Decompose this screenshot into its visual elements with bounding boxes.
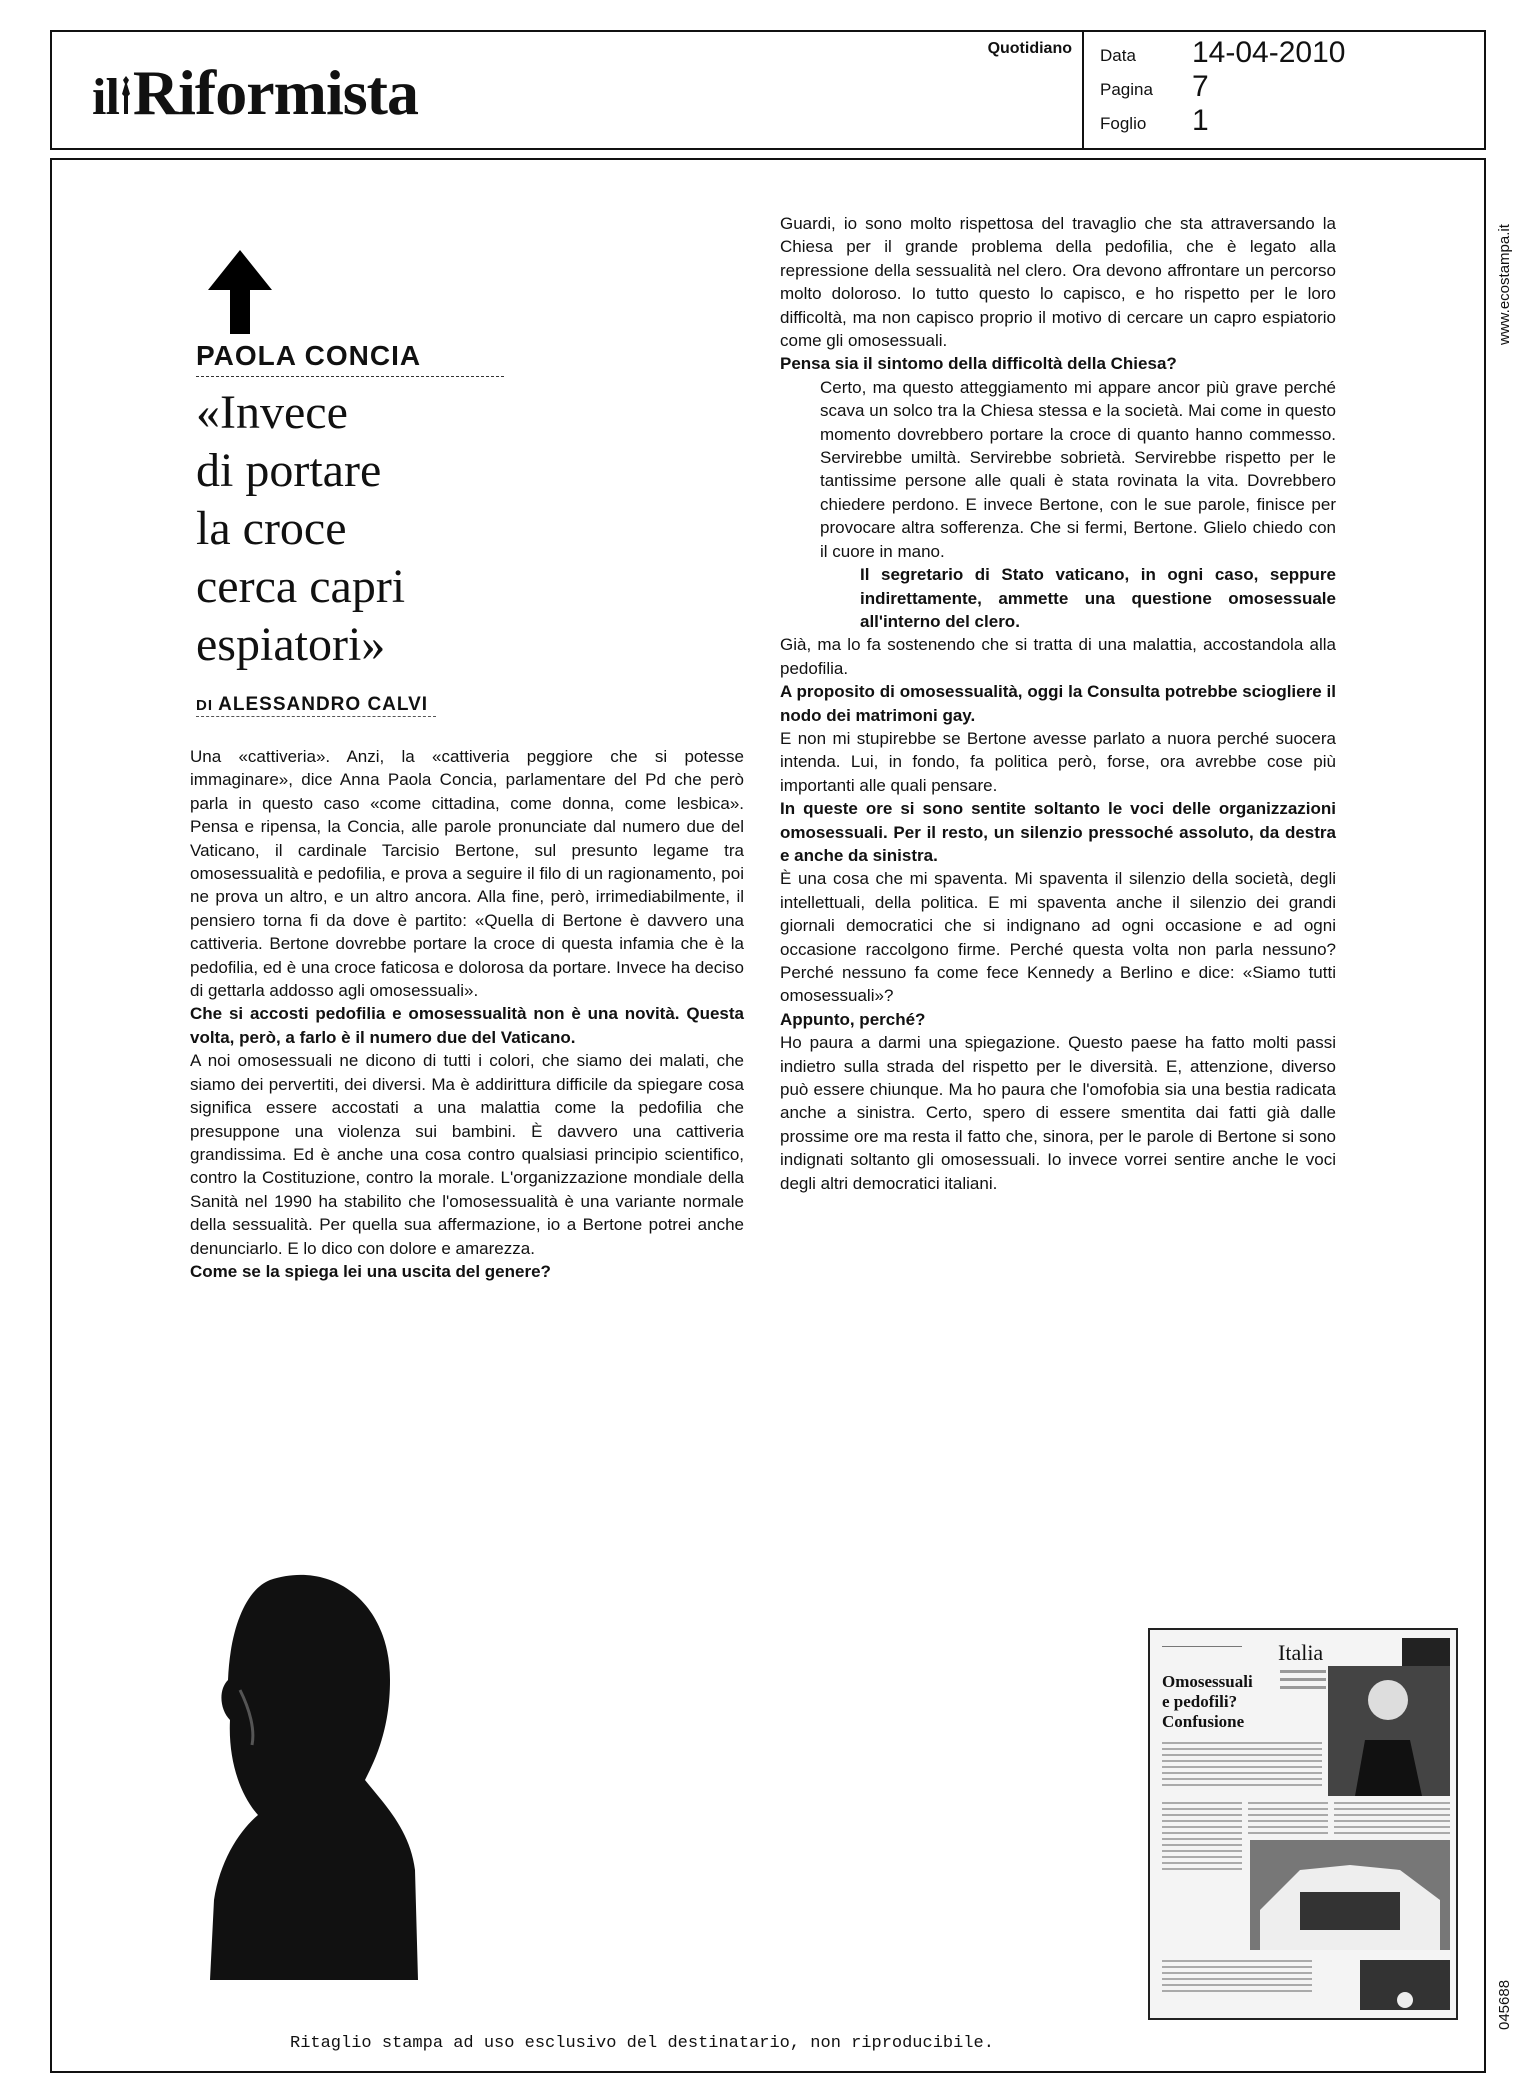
headline-line: di portare (196, 444, 382, 497)
interview-question: A proposito di omosessualità, oggi la Consulta potrebbe sciogliere il nodo dei matrimoni gay. (780, 682, 1336, 725)
article-headline (196, 384, 576, 674)
portrait-photo (200, 1570, 420, 1985)
logo-name: Riformista (132, 57, 418, 128)
thumbnail-title-line: Confusione (1162, 1712, 1245, 1731)
article-byline (196, 694, 428, 716)
up-arrow-icon (208, 250, 272, 339)
interview-question: Come se la spiega lei una uscita del genere? (190, 1261, 551, 1281)
date-value: 14-04-2010 (1192, 36, 1346, 69)
page-value: 7 (1192, 70, 1209, 103)
clipping-meta (1082, 30, 1486, 150)
paragraph: È una cosa che mi spaventa. Mi spaventa il silenzio della società, degli intellettuali, della politica. E mi spaventa anche il silenzio dei grandi giornali democratici che si indignano ad ogni occasione e ad ogni occasione raccolgono firme. Perché questa volta non parla nessuno? Perché nessuno fa come fece Kennedy a Berlino e dice: «Siamo tutti omosessuali»? (780, 869, 1336, 1006)
headline-line: cerca capri (196, 560, 406, 613)
byline-prefix: DI (196, 697, 213, 714)
kicker-divider (196, 376, 504, 377)
thumbnail-title-line: Omosessuali (1162, 1672, 1253, 1691)
clipping-footer: Ritaglio stampa ad uso esclusivo del destinatario, non riproducibile. (290, 2034, 994, 2053)
headline-line: «Invece (196, 386, 348, 439)
thumbnail-title-line: e pedofili? (1162, 1692, 1238, 1711)
newspaper-logo (92, 56, 418, 130)
interview-question: Il segretario di Stato vaticano, in ogni caso, seppure indirettamente, ammette una questione omosessuale all'interno del clero. (860, 565, 1336, 631)
thumbnail-layout-icon (1150, 1630, 1456, 2018)
interview-question: Pensa sia il sintomo della difficoltà della Chiesa? (780, 354, 1177, 374)
date-label: Data (1100, 46, 1136, 65)
logo-il: il (92, 69, 119, 126)
paragraph: A noi omosessuali ne dicono di tutti i colori, che siamo dei malati, che siamo dei pervertiti, dei diversi. Ma è addirittura difficile da spiegare cosa significa essere accostati a una malattia come la pedofilia che presuppone una violenza sui bambini. È davvero una cattiveria grandissima. Ed è anche una cosa contro qualsiasi principio scientifico, contro la Costituzione, contro la morale. L'organizzazione mondiale della Sanità nel 1990 ha stabilito che l'omosessualità è una variante normale della sessualità. Per quella sua affermazione, io a Bertone potrei anche denunciarlo. E lo dico con dolore e amarezza. (190, 1051, 744, 1258)
side-code-text: 045688 (1496, 1979, 1513, 2030)
paragraph: Ho paura a darmi una spiegazione. Questo paese ha fatto molti passi indietro sulla strada del rispetto per le diversità. E, attenzione, diverso può essere chiunque. Ma ho paura che l'omofobia sia una bestia radicata anche a sinistra. Certo, spero di essere smentita dai fatti già dalle prossime ore ma resta il fatto che, sinora, per le parole di Bertone si sono indignati soltanto gli omosessuali. Io invece vorrei sentire anche le voci degli altri democratici italiani. (780, 1033, 1336, 1193)
article-column-right (780, 212, 1336, 1195)
headline-line: espiatori» (196, 618, 386, 671)
page-thumbnail (1148, 1628, 1458, 2020)
publication-type: Quotidiano (987, 40, 1072, 57)
logo-figure-icon (119, 60, 133, 104)
side-code (1494, 1940, 1518, 2030)
masthead (50, 30, 1084, 150)
paragraph: Già, ma lo fa sostenendo che si tratta di una malattia, accostandola alla pedofilia. (780, 635, 1336, 678)
interview-question: Appunto, perché? (780, 1009, 926, 1029)
article-kicker: PAOLA CONCIA (196, 340, 422, 371)
interview-question: In queste ore si sono sentite soltanto le voci delle organizzazioni omosessuali. Per il resto, un silenzio pressoché assoluto, da destra e anche da sinistra. (780, 799, 1336, 865)
paragraph: E non mi stupirebbe se Bertone avesse parlato a nuora perché suocera intenda. Lui, in fondo, fa politica però, forse, ora avrebbe cose più importanti alle quali pensare. (780, 728, 1336, 795)
article-column-left (190, 745, 744, 1283)
thumbnail-section: Italia (1278, 1640, 1324, 1665)
paragraph: Guardi, io sono molto rispettosa del travaglio che sta attraversando la Chiesa per il grande problema della pedofilia, che è legato alla repressione della sessualità nel clero. Ora devono affrontare un percorso molto doloroso. Io tutto questo lo capisco, e ho rispetto per le loro difficoltà, ma non capisco proprio il motivo di cercare un capro espiatorio come gli omosessuali. (780, 214, 1336, 351)
headline-line: la croce (196, 502, 347, 555)
side-url (1494, 165, 1518, 345)
paragraph: Una «cattiveria». Anzi, la «cattiveria peggiore che si potesse immaginare», dice Anna Paola Concia, parlamentare del Pd che però parla in questo caso «come cittadina, come donna, come lesbica». Pensa e ripensa, la Concia, alle parole pronunciate dal numero due del Vaticano, il cardinale Tarcisio Bertone, sul presunto legame tra omosessualità e pedofilia, e prova a seguire il filo di un ragionamento, poi ne prova un altro, e un altro ancora. Alla fine, però, irrimediabilmente, il pensiero torna fi da dove è partito: «Quella di Bertone è davvero una cattiveria. Bertone dovrebbe portare la croce di questa infamia che è la pedofilia, ed è una croce faticosa e dolorosa da portare. Invece ha deciso di gettarla addosso agli omosessuali». (190, 747, 744, 1001)
side-url-text: www.ecostampa.it (1496, 224, 1513, 345)
byline-name: ALESSANDRO CALVI (218, 694, 429, 715)
byline-divider (196, 716, 436, 717)
paragraph: Certo, ma questo atteggiamento mi appare ancor più grave perché scava un solco tra la Chiesa stessa e la società. Mai come in questo momento dovrebbero portare la croce di quanto hanno commesso. Servirebbe umiltà. Servirebbe sobrietà. Servirebbe rispetto per le tantissime persone alle quali è stata rovinata la vita. Dovrebbero chiedere perdono. E invece Bertone, con le sue parole, finisce per provocare altra sofferenza. Che si fermi, Bertone. Glielo chiedo con il cuore in mano. (820, 377, 1336, 561)
sheet-value: 1 (1192, 104, 1209, 137)
sheet-label: Foglio (1100, 114, 1147, 133)
interview-question: Che si accosti pedofilia e omosessualità non è una novità. Questa volta, però, a farlo è il numero due del Vaticano. (190, 1004, 744, 1047)
page-label: Pagina (1100, 80, 1153, 99)
